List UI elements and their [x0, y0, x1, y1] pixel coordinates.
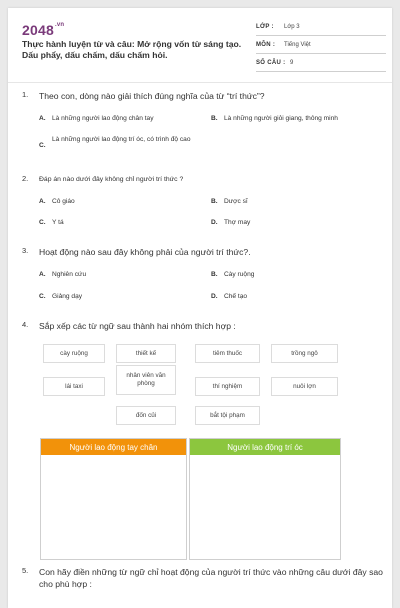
worksheet	[8, 8, 392, 608]
drop-zone-intellectual-labor[interactable]	[189, 438, 341, 560]
word-chip[interactable]: thí nghiệm	[195, 377, 260, 396]
option-1c[interactable]	[39, 135, 219, 157]
option-letter: C.	[39, 142, 46, 149]
option-text: Thợ may	[224, 219, 251, 226]
meta-panel	[256, 18, 386, 72]
option-letter: D.	[211, 219, 218, 226]
option-letter: B.	[211, 198, 218, 205]
option-text: Chế tạo	[224, 293, 248, 300]
question-text: Hoạt động nào sau đây không phải của người trí thức?.	[39, 247, 251, 257]
option-letter: A.	[39, 198, 46, 205]
option-letter: C.	[39, 293, 46, 300]
meta-row-count	[256, 54, 386, 72]
question-number: 2.	[22, 174, 29, 183]
meta-value: Lớp 3	[284, 24, 300, 30]
option-text: Y tá	[52, 219, 64, 226]
option-text: Dược sĩ	[224, 198, 248, 205]
option-text: Giảng dạy	[52, 293, 83, 300]
worksheet-title: Thực hành luyện từ và câu: Mở rộng vốn từ sáng tạo. Dấu phẩy, dấu chấm, dấu chấm hỏi.	[22, 39, 242, 60]
option-letter: C.	[39, 219, 46, 226]
word-chip[interactable]: thiết kế	[116, 344, 176, 363]
meta-row-subject	[256, 36, 386, 54]
question-text: Sắp xếp các từ ngữ sau thành hai nhóm thích hợp :	[39, 321, 236, 331]
meta-value: Tiếng Việt	[284, 42, 311, 48]
site-logo[interactable]	[22, 22, 64, 38]
option-letter: A.	[39, 271, 46, 278]
word-chip[interactable]: nhân viên văn phòng	[116, 365, 176, 395]
header-divider	[8, 82, 392, 83]
word-chip[interactable]: lái taxi	[43, 377, 105, 396]
logo-text: 2048	[22, 22, 54, 38]
word-chip[interactable]: tiêm thuốc	[195, 344, 260, 363]
group-header: Người lao động trí óc	[190, 439, 340, 455]
option-text: Cày ruộng	[224, 271, 255, 278]
question-text: Theo con, dòng nào giải thích đúng nghĩa của từ “trí thức”?	[39, 91, 265, 101]
meta-key: SỐ CÂU :	[256, 60, 286, 66]
question-number: 1.	[22, 90, 29, 99]
option-text: Là những người lao động trí óc, có trình độ cao	[52, 136, 191, 143]
meta-value: 9	[290, 60, 294, 66]
option-text: Là những người giỏi giang, thông minh	[224, 115, 338, 122]
logo-suffix: .vn	[54, 22, 65, 28]
meta-key: MÔN :	[256, 42, 276, 48]
option-letter: B.	[211, 115, 218, 122]
question-number: 5.	[22, 566, 29, 575]
question-number: 3.	[22, 246, 29, 255]
question-text: Con hãy điền những từ ngữ chỉ hoạt động của người trí thức vào những câu dưới đây sao cho phù hợp :	[39, 567, 383, 589]
meta-key: LỚP :	[256, 24, 274, 30]
question-text: Đáp án nào dưới đây không chỉ người trí thức ?	[39, 176, 184, 183]
word-chip[interactable]: trồng ngô	[271, 344, 338, 363]
drop-zone-manual-labor[interactable]	[40, 438, 187, 560]
word-chip[interactable]: nuôi lợn	[271, 377, 338, 396]
meta-row-class	[256, 18, 386, 36]
question-number: 4.	[22, 320, 29, 329]
word-chip[interactable]: đốn củi	[116, 406, 176, 425]
option-letter: A.	[39, 115, 46, 122]
option-text: Là những người lao động chân tay	[52, 115, 154, 122]
option-text: Nghiên cứu	[52, 271, 87, 278]
word-chip[interactable]: cày ruộng	[43, 344, 105, 363]
option-letter: B.	[211, 271, 218, 278]
group-header: Người lao động tay chân	[41, 439, 186, 455]
option-text: Cô giáo	[52, 198, 75, 205]
option-letter: D.	[211, 293, 218, 300]
word-chip[interactable]: bắt tội phạm	[195, 406, 260, 425]
